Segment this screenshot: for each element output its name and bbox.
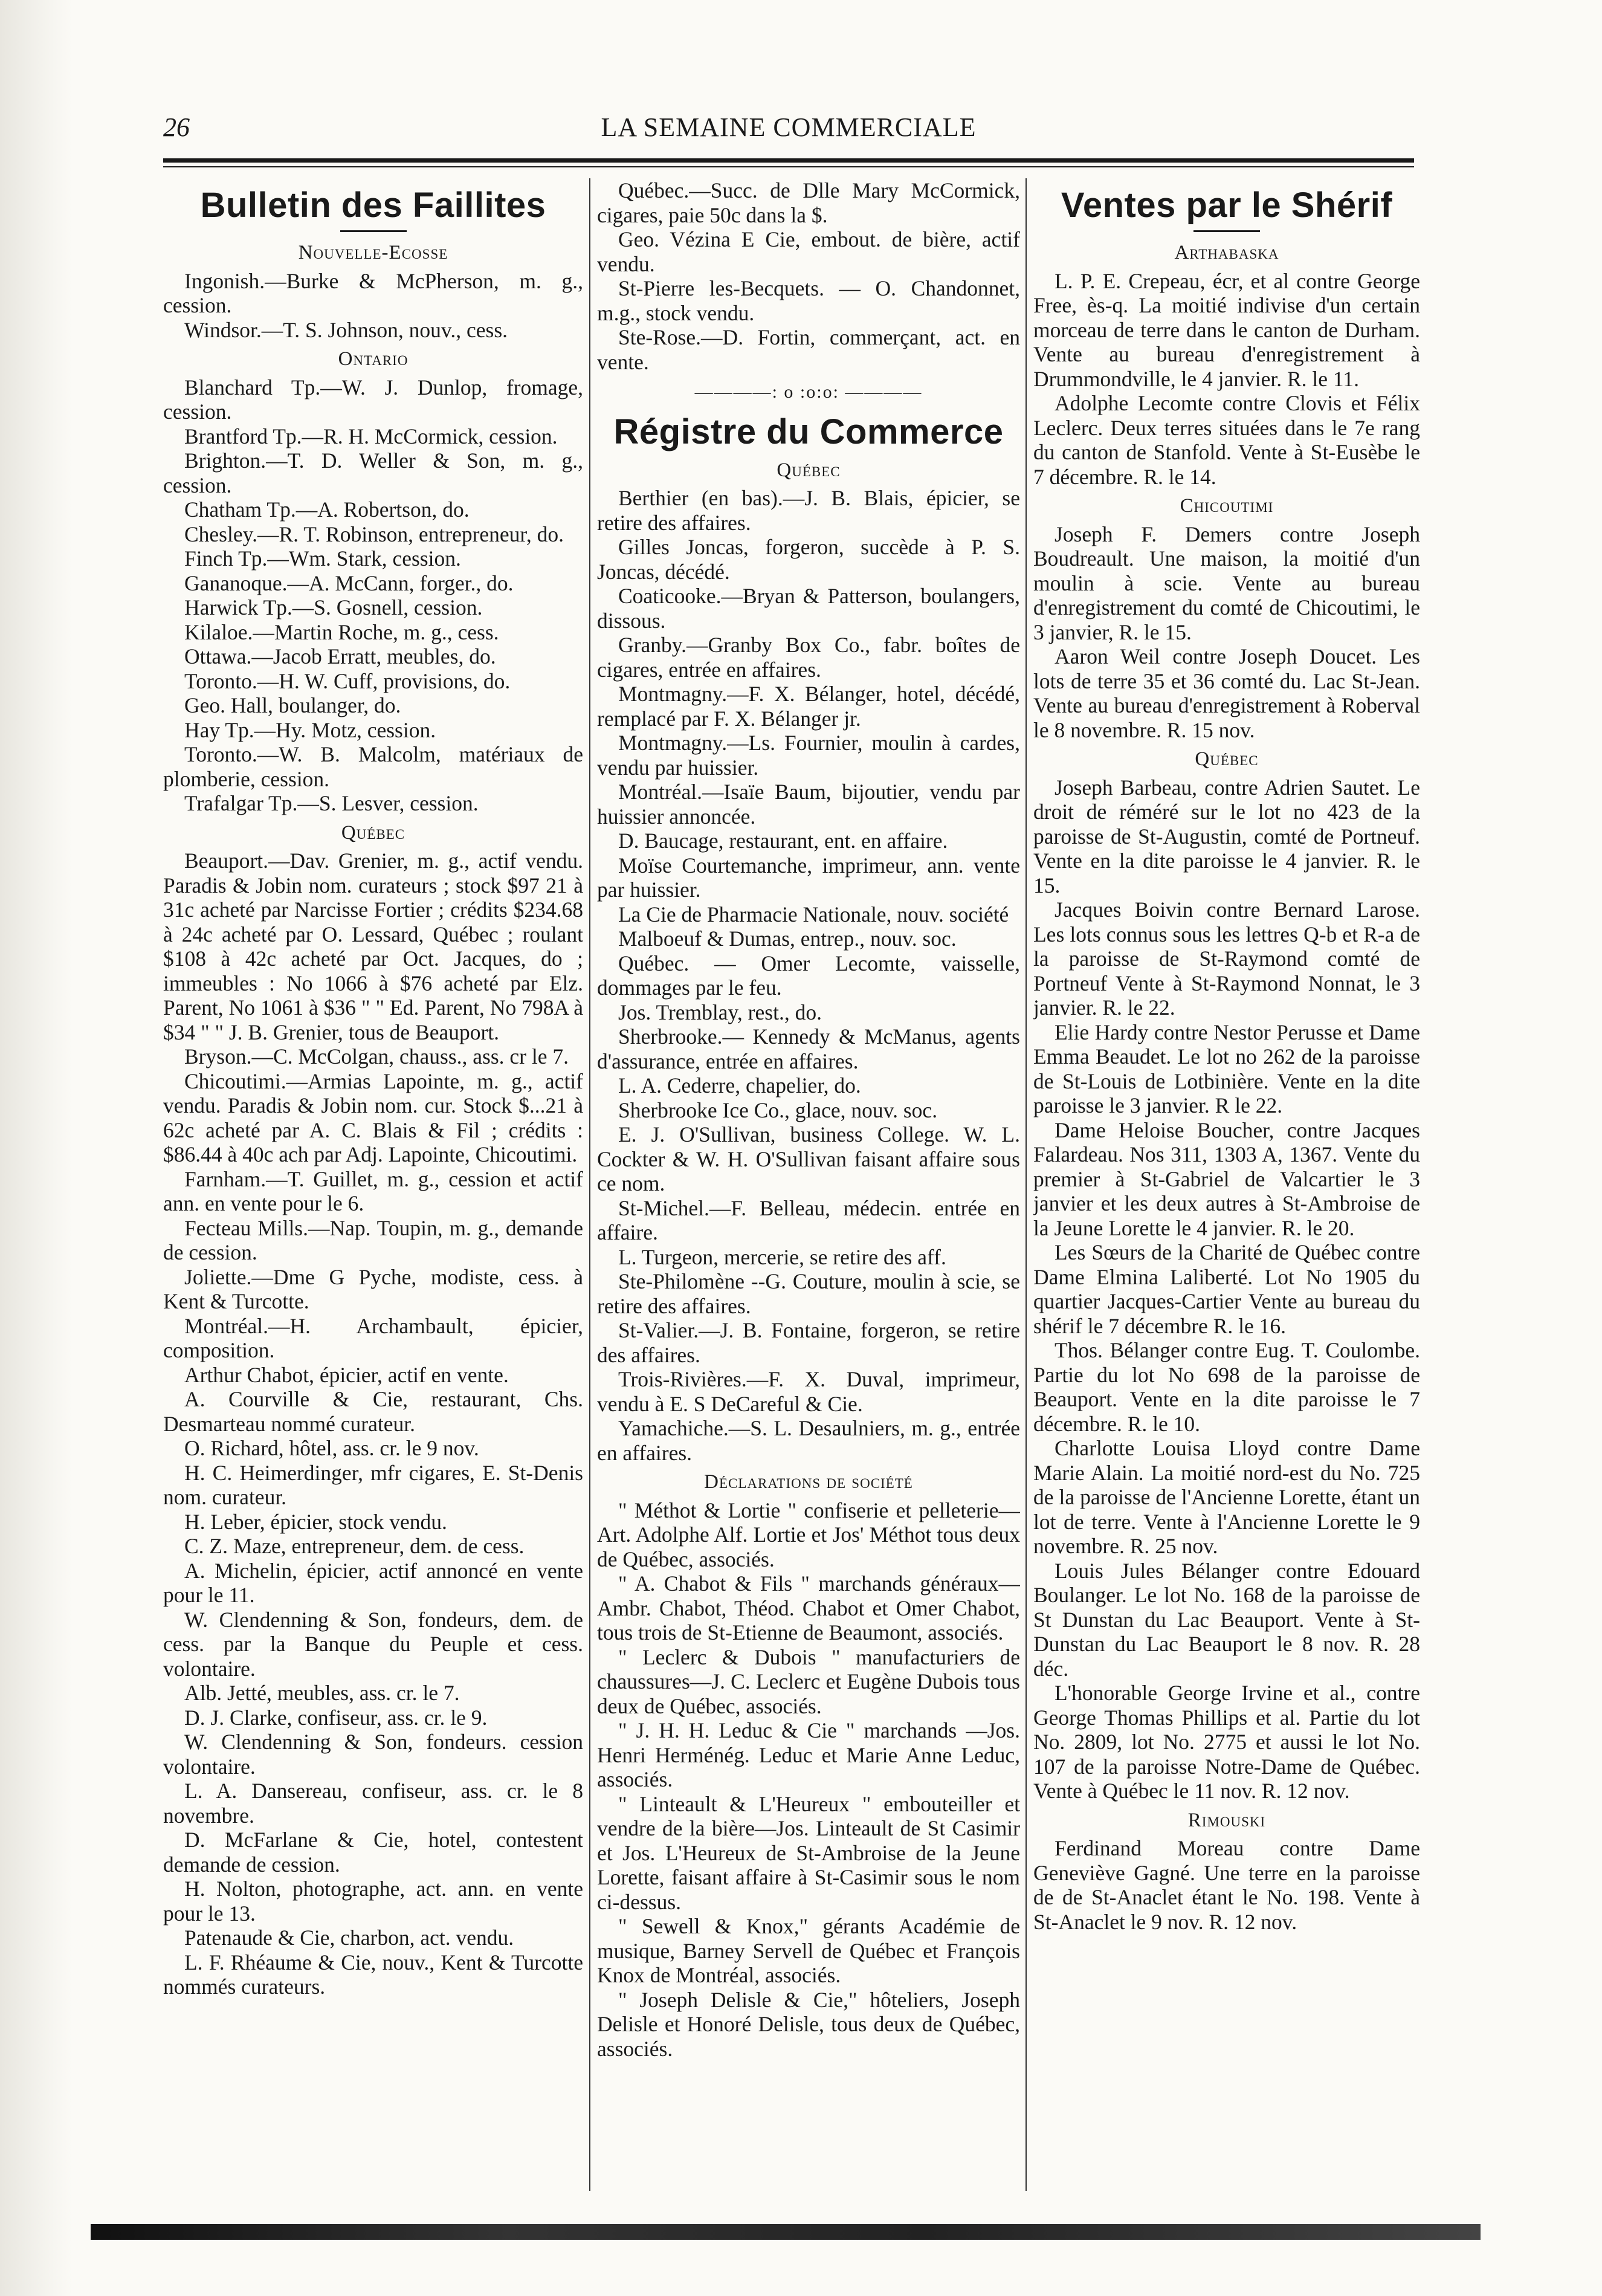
- list-item: Québec.—Succ. de Dlle Mary McCormick, cigares, paie 50c dans la $.: [597, 178, 1020, 227]
- region-heading: Chicoutimi: [1180, 495, 1274, 517]
- header-rule-thin: [163, 166, 1414, 167]
- list-item: Chesley.—R. T. Robinson, entrepreneur, do.: [184, 522, 564, 546]
- column-body: [163, 241, 583, 1999]
- list-item: D. McFarlane & Cie, hotel, contestent demande de cession.: [163, 1828, 583, 1877]
- list-item: Ste-Rose.—D. Fortin, commerçant, act. en vente.: [597, 325, 1020, 374]
- list-item: Montréal.—Isaïe Baum, bijoutier, vendu par huissier annoncée.: [597, 780, 1020, 829]
- list-item: Harwick Tp.—S. Gosnell, cession.: [184, 595, 483, 619]
- list-item: Aaron Weil contre Joseph Doucet. Les lots de terre 35 et 36 comté du. Lac St-Jean. Vente au bureau d'enregistrement à Roberval le 8 novembre. R. 15 nov.: [1033, 644, 1420, 742]
- page-header: [163, 112, 1414, 154]
- list-item: Trafalgar Tp.—S. Lesver, cession.: [184, 791, 479, 815]
- list-item: St-Pierre les-Becquets. — O. Chandonnet, m.g., stock vendu.: [597, 276, 1020, 325]
- list-item: Chatham Tp.—A. Robertson, do.: [184, 497, 470, 522]
- list-item: Québec. — Omer Lecomte, vaisselle, dommages par le feu.: [597, 951, 1020, 1000]
- list-item: D. Baucage, restaurant, ent. en affaire.: [618, 829, 948, 853]
- list-item: Toronto.—H. W. Cuff, provisions, do.: [184, 668, 511, 693]
- list-item: W. Clendenning & Son, fondeurs, dem. de cess. par la Banque du Peuple et cess. volontaire.: [163, 1607, 583, 1681]
- list-item: Granby.—Granby Box Co., fabr. boîtes de cigares, entrée en affaires.: [597, 633, 1020, 682]
- declarations-body: [597, 1498, 1020, 2062]
- list-item: " Leclerc & Dubois " manufacturiers de chaussures—J. C. Leclerc et Eugène Dubois tous deux de Québec, associés.: [597, 1644, 1020, 1718]
- list-item: Fecteau Mills.—Nap. Toupin, m. g., demande de cession.: [163, 1215, 583, 1264]
- section-heading: Bulletin des Faillites: [200, 186, 546, 225]
- list-item: Berthier (en bas).—J. B. Blais, épicier, se retire des affaires.: [597, 486, 1020, 535]
- list-item: Ferdinand Moreau contre Dame Geneviève Gagné. Une terre en la paroisse de de St-Anaclet étant le No. 198. Vente à St-Anaclet le 9 nov. R. 12 nov.: [1033, 1836, 1420, 1934]
- list-item: Sherbrooke Ice Co., glace, nouv. soc.: [618, 1098, 938, 1122]
- list-item: C. Z. Maze, entrepreneur, dem. de cess.: [184, 1534, 525, 1558]
- list-item: Finch Tp.—Wm. Stark, cession.: [184, 546, 461, 571]
- list-item: Gilles Joncas, forgeron, succède à P. S. Joncas, décédé.: [597, 535, 1020, 584]
- list-item: Joseph F. Demers contre Joseph Boudreault. Une maison, la moitié d'un moulin à scie. Vente au bureau d'enregistrement du comté de Chicoutimi, le 3 janvier, R. le 15.: [1033, 522, 1420, 644]
- list-item: Charlotte Louisa Lloyd contre Dame Marie Alain. La moitié nord-est du No. 725 de la paroisse de l'Ancienne Lorette, étant un lot de terre. Vente à l'Ancienne Lorette le 9 novembre. R. 25 nov.: [1033, 1436, 1420, 1558]
- list-item: Windsor.—T. S. Johnson, nouv., cess.: [184, 317, 508, 342]
- list-item: Ingonish.—Burke & McPherson, m. g., cession.: [163, 268, 583, 317]
- list-item: Arthur Chabot, épicier, actif en vente.: [184, 1362, 509, 1387]
- region-heading: Québec: [777, 459, 841, 481]
- list-item: Montmagny.—F. X. Bélanger, hotel, décédé, remplacé par F. X. Bélanger jr.: [597, 682, 1020, 731]
- list-item: L. A. Cederre, chapelier, do.: [618, 1073, 861, 1098]
- list-item: Joliette.—Dme G Pyche, modiste, cess. à Kent & Turcotte.: [163, 1264, 583, 1313]
- list-item: " Méthot & Lortie " confiserie et pelleterie—Art. Adolphe Alf. Lortie et Jos' Méthot tous deux de Québec, associés.: [597, 1498, 1020, 1571]
- list-item: Moïse Courtemanche, imprimeur, ann. vente par huissier.: [597, 853, 1020, 902]
- continued-entries: [597, 178, 1020, 374]
- list-item: " Sewell & Knox," gérants Académie de musique, Barney Servell de Québec et François Knox de Montréal, associés.: [597, 1914, 1020, 1987]
- ornament-divider: ————: o :o:o: ————: [694, 382, 923, 402]
- list-item: E. J. O'Sullivan, business College. W. L. Cockter & W. H. O'Sullivan faisant affaire sous ce nom.: [597, 1122, 1020, 1195]
- list-item: Gananoque.—A. McCann, forger., do.: [184, 571, 514, 595]
- list-item: Brighton.—T. D. Weller & Son, m. g., cession.: [163, 448, 583, 497]
- list-item: Louis Jules Bélanger contre Edouard Boulanger. Le lot No. 168 de la paroisse de St Dunstan du Lac Beauport. Vente à St-Dunstan du Lac Beauport le 8 nov. R. 28 déc.: [1033, 1558, 1420, 1681]
- list-item: D. J. Clarke, confiseur, ass. cr. le 9.: [184, 1705, 488, 1730]
- region-heading: Ontario: [338, 348, 409, 370]
- subsection-heading: Déclarations de société: [704, 1471, 913, 1493]
- list-item: Ottawa.—Jacob Erratt, meubles, do.: [184, 644, 496, 668]
- list-item: Montmagny.—Ls. Fournier, moulin à cardes, vendu par huissier.: [597, 731, 1020, 780]
- list-item: Alb. Jetté, meubles, ass. cr. le 7.: [184, 1681, 460, 1705]
- list-item: St-Michel.—F. Belleau, médecin. entrée en affaire.: [597, 1195, 1020, 1244]
- list-item: Jos. Tremblay, rest., do.: [618, 1000, 822, 1024]
- list-item: L'honorable George Irvine et al., contre George Thomas Phillips et al. Partie du lot No. 2809, lot No. 2775 et aussi le lot No. 107 de la paroisse Notre-Dame de Québec. Vente à Québec le 11 nov. R. 12 nov.: [1033, 1681, 1420, 1803]
- binding-gutter: [0, 0, 73, 2296]
- list-item: Montréal.—H. Archambault, épicier, composition.: [163, 1313, 583, 1362]
- list-item: Kilaloe.—Martin Roche, m. g., cess.: [184, 619, 499, 644]
- list-item: Yamachiche.—S. L. Desaulniers, m. g., entrée en affaires.: [597, 1416, 1020, 1465]
- list-item: St-Valier.—J. B. Fontaine, forgeron, se retire des affaires.: [597, 1318, 1020, 1367]
- list-item: Dame Heloise Boucher, contre Jacques Falardeau. Nos 311, 1303 A, 1367. Vente du premier à St-Gabriel de Valcartier le 3 janvier et les deux autres à St-Ambroise de la Jeune Lorette le 4 janvier. R. le 20.: [1033, 1117, 1420, 1240]
- list-item: Adolphe Lecomte contre Clovis et Félix Leclerc. Deux terres situées dans le 7e rang du canton de Stanfold. Vente à St-Eusèbe le 7 décembre. R. le 14.: [1033, 391, 1420, 489]
- list-item: W. Clendenning & Son, fondeurs. cession volontaire.: [163, 1730, 583, 1779]
- list-item: Geo. Hall, boulanger, do.: [184, 693, 401, 717]
- list-item: Hay Tp.—Hy. Motz, cession.: [184, 717, 436, 742]
- column-ventes-sherif: [1033, 178, 1420, 2203]
- list-item: Malboeuf & Dumas, entrep., nouv. soc.: [618, 926, 957, 951]
- list-item: Ste-Philomène --G. Couture, moulin à scie, se retire des affaires.: [597, 1269, 1020, 1318]
- list-item: Sherbrooke.— Kennedy & McManus, agents d'assurance, entrée en affaires.: [597, 1024, 1020, 1073]
- region-heading: Arthabaska: [1174, 242, 1279, 264]
- list-item: Blanchard Tp.—W. J. Dunlop, fromage, cession.: [163, 375, 583, 424]
- column-bulletin-faillites: [163, 178, 583, 2203]
- list-item: " A. Chabot & Fils " marchands généraux—Ambr. Chabot, Théod. Chabot et Omer Chabot, tous trois de St-Etienne de Beaumont, associés.: [597, 1571, 1020, 1644]
- column-divider: [589, 178, 590, 2191]
- list-item: Beauport.—Dav. Grenier, m. g., actif vendu. Paradis & Jobin nom. curateurs ; stock $97 21 à 31c acheté par Narcisse Fortier ; crédits $234.68 à 24c acheté par O. Lessard, Québec ; roulant $108 à 42c acheté par Oct. Jacques, do ; immeubles : No 1066 à $76 acheté par Elz. Parent, No 1061 à $36 " " Ed. Parent, No 798A à $34 " " J. B. Grenier, tous de Beauport.: [163, 849, 583, 1044]
- publication-title: LA SEMAINE COMMERCIALE: [601, 112, 977, 142]
- list-item: H. Leber, épicier, stock vendu.: [184, 1509, 447, 1534]
- list-item: " J. H. H. Leduc & Cie " marchands —Jos. Henri Herménég. Leduc et Marie Anne Leduc, associés.: [597, 1718, 1020, 1791]
- section-heading: Régistre du Commerce: [613, 412, 1004, 451]
- region-heading: Québec: [1195, 748, 1259, 770]
- list-item: Chicoutimi.—Armias Lapointe, m. g., actif vendu. Paradis & Jobin nom. cur. Stock $...21 à 62c acheté par A. C. Blais & Fil ; crédits : $86.44 à 40c ach par Adj. Lapointe, Chicoutimi.: [163, 1069, 583, 1166]
- list-item: L. P. E. Crepeau, écr, et al contre George Free, ès-q. La moitié indivise d'un certain morceau de terre dans le canton de Durham. Vente au bureau d'enregistrement à Drummondville, le 4 janvier. R. le 11.: [1033, 268, 1420, 391]
- heading-rule: [340, 230, 407, 232]
- header-rule-thick: [163, 158, 1414, 163]
- list-item: Thos. Bélanger contre Eug. T. Coulombe. Partie du lot No 698 de la paroisse de Beauport. Vente en la dite paroisse le 7 décembre. R. le 10.: [1033, 1338, 1420, 1436]
- list-item: La Cie de Pharmacie Nationale, nouv. société: [618, 902, 1009, 926]
- list-item: Farnham.—T. Guillet, m. g., cession et actif ann. en vente pour le 6.: [163, 1166, 583, 1215]
- list-item: " Linteault & L'Heureux " embouteiller et vendre de la bière—Jos. Linteault de St Casimir et Jos. L'Heureux de St-Ambroise de la Jeune Lorette, faisant affaire à St-Casimir sous le nom ci-dessus.: [597, 1791, 1020, 1914]
- list-item: Les Sœurs de la Charité de Québec contre Dame Elmina Laliberté. Lot No 1905 du quartier Jacques-Cartier Vente au bureau du shérif le 7 décembre R. le 16.: [1033, 1240, 1420, 1338]
- list-item: Brantford Tp.—R. H. McCormick, cession.: [184, 424, 558, 448]
- list-item: Elie Hardy contre Nestor Perusse et Dame Emma Beaudet. Le lot no 262 de la paroisse de St-Louis de Lotbinière. Vente en la dite paroisse le 3 janvier. R le 22.: [1033, 1020, 1420, 1117]
- column-body: [1033, 241, 1420, 1934]
- list-item: Joseph Barbeau, contre Adrien Sautet. Le droit de réméré sur le lot no 423 de la paroisse de St-Augustin, comté de Portneuf. Vente en la dite paroisse le 4 janvier. R. le 15.: [1033, 775, 1420, 897]
- list-item: O. Richard, hôtel, ass. cr. le 9 nov.: [184, 1436, 479, 1460]
- region-heading: Rimouski: [1187, 1809, 1266, 1831]
- scan-edge-bar: [91, 2224, 1481, 2240]
- list-item: Patenaude & Cie, charbon, act. vendu.: [184, 1926, 514, 1950]
- column-body: [597, 486, 1020, 1465]
- column-registre-commerce: [597, 178, 1020, 2203]
- column-divider: [1025, 178, 1027, 2191]
- list-item: L. A. Dansereau, confiseur, ass. cr. le 8 novembre.: [163, 1779, 583, 1828]
- list-item: Jacques Boivin contre Bernard Larose. Les lots connus sous les lettres Q-b et R-a de la paroisse de St-Raymond comté de Portneuf Vente à St-Raymond Nonnat, le 3 janvier. R. le 22.: [1033, 897, 1420, 1020]
- list-item: " Joseph Delisle & Cie," hôteliers, Joseph Delisle et Honoré Delisle, tous deux de Québec, associés.: [597, 1987, 1020, 2061]
- list-item: H. C. Heimerdinger, mfr cigares, E. St-Denis nom. curateur.: [163, 1460, 583, 1509]
- region-heading: Québec: [341, 821, 405, 844]
- list-item: H. Nolton, photographe, act. ann. en vente pour le 13.: [163, 1877, 583, 1926]
- list-item: Coaticooke.—Bryan & Patterson, boulangers, dissous.: [597, 584, 1020, 633]
- list-item: Trois-Rivières.—F. X. Duval, imprimeur, vendu à E. S DeCareful & Cie.: [597, 1367, 1020, 1416]
- list-item: A. Michelin, épicier, actif annoncé en vente pour le 11.: [163, 1558, 583, 1607]
- list-item: Geo. Vézina E Cie, embout. de bière, actif vendu.: [597, 227, 1020, 276]
- list-item: A. Courville & Cie, restaurant, Chs. Desmarteau nommé curateur.: [163, 1387, 583, 1436]
- page-number: 26: [163, 112, 190, 142]
- list-item: L. F. Rhéaume & Cie, nouv., Kent & Turcotte nommés curateurs.: [163, 1950, 583, 1999]
- list-item: Toronto.—W. B. Malcolm, matériaux de plomberie, cession.: [163, 742, 583, 791]
- list-item: L. Turgeon, mercerie, se retire des aff.: [618, 1244, 946, 1269]
- region-heading: Nouvelle-Ecosse: [298, 242, 448, 264]
- heading-rule: [1193, 230, 1260, 232]
- list-item: Bryson.—C. McColgan, chauss., ass. cr le 7.: [184, 1044, 569, 1069]
- section-heading: Ventes par le Shérif: [1061, 186, 1393, 225]
